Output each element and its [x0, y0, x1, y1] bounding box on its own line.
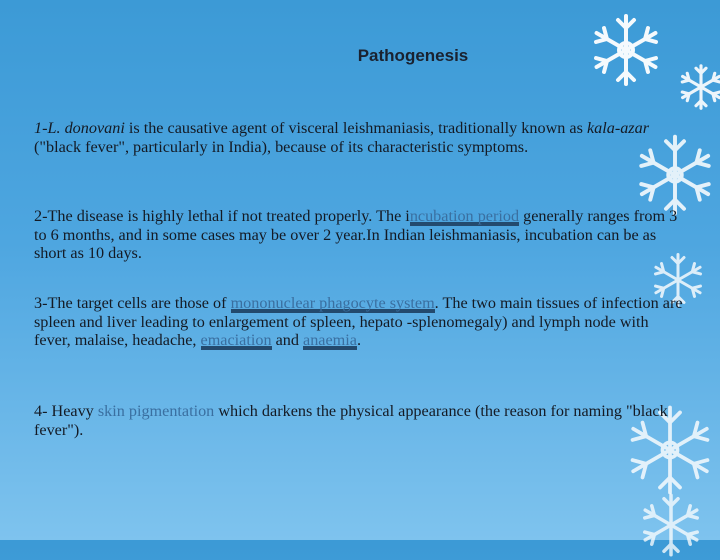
text: and — [271, 331, 304, 349]
text: 2-The disease is highly lethal if not treated properly. The i — [34, 207, 410, 225]
prefix: 1- — [34, 119, 48, 137]
paragraph-4 — [34, 402, 684, 439]
text: generally ranges from 3 to 6 months, and in some cases may be over 2 year.In Indian leishmaniasis, incubation can be as short as 10 days. — [34, 207, 678, 262]
anaemia-link[interactable]: anaemia — [303, 331, 357, 349]
paragraph-3 — [34, 294, 684, 350]
mononuclear-phagocyte-system-link[interactable]: mononuclear phagocyte system — [230, 294, 435, 312]
species-name: L. donovani — [47, 119, 125, 137]
text: is the causative agent of visceral leishmaniasis, traditionally known as — [124, 119, 587, 137]
slide-title: Pathogenesis — [357, 46, 469, 65]
skin-pigmentation-link[interactable]: skin pigmentation — [97, 402, 215, 420]
text: ("black fever", particularly in India), because of its characteristic symptoms. — [34, 137, 529, 156]
text: 4- Heavy — [34, 402, 98, 420]
text: . The two main tissues of infection are spleen and liver leading to enlargement of spleen, hepato -splenomegaly) and lymph node with fever, malaise, headache, — [34, 294, 683, 349]
paragraph-1 — [34, 119, 684, 156]
text: 3-The target cells are those of — [34, 294, 231, 312]
term-kala-azar: kala-azar — [586, 119, 649, 137]
snowflake-icon — [636, 490, 706, 560]
snowflake-icon — [676, 62, 720, 112]
emaciation-link[interactable]: emaciation — [200, 331, 272, 349]
text: which darkens the physical appearance (the reason for naming "black fever"). — [34, 402, 668, 439]
incubation-period-link[interactable]: ncubation period — [409, 207, 520, 225]
text: . — [356, 331, 361, 349]
paragraph-2 — [34, 207, 684, 263]
